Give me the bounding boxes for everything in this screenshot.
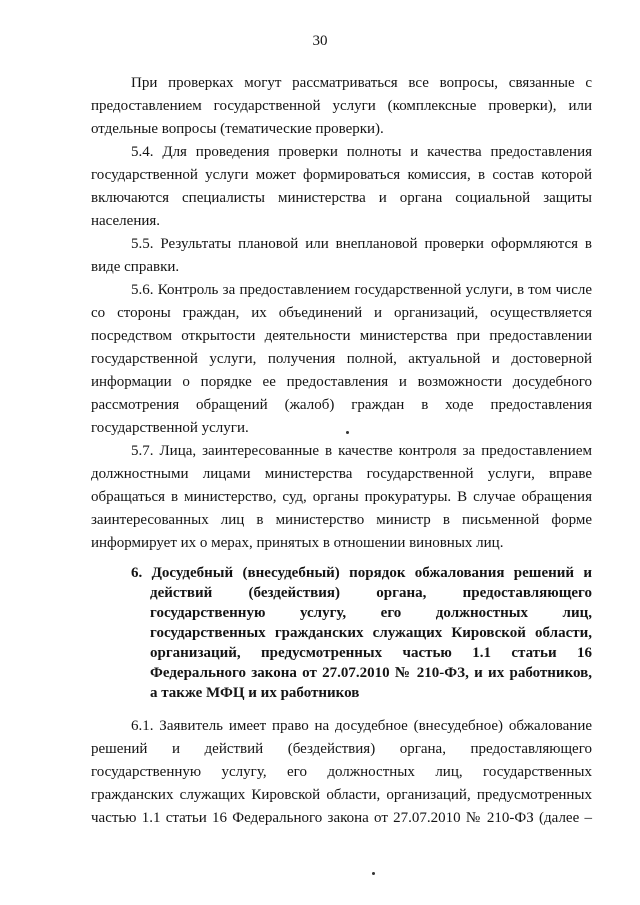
paragraph-5-4-line: включаются специалисты министерства и органа социальной защиты bbox=[91, 190, 592, 206]
section-heading-line: организаций, предусмотренных частью 1.1 статьи 16 bbox=[150, 645, 592, 661]
paragraph-5-4-line: государственной услуги может формироваться комиссия, в состав которой bbox=[91, 167, 592, 183]
page-number: 30 bbox=[312, 33, 328, 49]
paragraph-5-4-line: населения. bbox=[91, 213, 161, 229]
paragraph-6-1-line: 6.1. Заявитель имеет право на досудебное (внесудебное) обжалование bbox=[131, 718, 592, 734]
paragraph-5-4-line: 5.4. Для проведения проверки полноты и качества предоставления bbox=[131, 144, 592, 160]
scan-speck bbox=[346, 431, 349, 434]
section-heading-line: государственную услугу, его должностных лиц, bbox=[150, 605, 592, 621]
paragraph-5-6-line: информации о порядке ее предоставления и возможности досудебного bbox=[91, 374, 592, 390]
paragraph-5-6-line: рассмотрения обращений (жалоб) граждан в ходе предоставления bbox=[91, 397, 592, 413]
paragraph-6-1-line: решений и действий (бездействия) органа, предоставляющего bbox=[91, 741, 592, 757]
paragraph-6-1-line: гражданских служащих Кировской области, организаций, предусмотренных bbox=[91, 787, 592, 803]
section-heading-line: государственных гражданских служащих Кировской области, bbox=[150, 625, 592, 641]
section-heading-line: а также МФЦ и их работников bbox=[150, 685, 360, 701]
section-heading-line: Федерального закона от 27.07.2010 № 210-ФЗ, и их работников, bbox=[150, 665, 592, 681]
text-line: При проверках могут рассматриваться все вопросы, связанные с bbox=[131, 75, 592, 91]
paragraph-6-1-line: частью 1.1 статьи 16 Федерального закона от 27.07.2010 № 210-ФЗ (далее – bbox=[91, 810, 592, 826]
text-line: предоставлением государственной услуги (комплексные проверки), или bbox=[91, 98, 592, 114]
paragraph-5-5-line: 5.5. Результаты плановой или внеплановой проверки оформляются в bbox=[131, 236, 592, 252]
paragraph-5-7-line: должностными лицами министерства государственной услуги, вправе bbox=[91, 466, 592, 482]
paragraph-5-7-line: заинтересованных лиц в министерство министр в письменной форме bbox=[91, 512, 592, 528]
paragraph-5-7-line: обращаться в министерство, суд, органы прокуратуры. В случае обращения bbox=[91, 489, 592, 505]
text-line: отдельные вопросы (тематические проверки). bbox=[91, 121, 384, 137]
paragraph-5-6-line: государственной услуги. bbox=[91, 420, 249, 436]
paragraph-5-7-line: 5.7. Лица, заинтересованные в качестве контроля за предоставлением bbox=[131, 443, 592, 459]
paragraph-5-6-line: посредством открытости деятельности министерства при предоставлении bbox=[91, 328, 592, 344]
paragraph-5-5-line: виде справки. bbox=[91, 259, 180, 275]
paragraph-5-7-line: информирует их о мерах, принятых в отношении виновных лиц. bbox=[91, 535, 504, 551]
scan-speck bbox=[372, 872, 375, 875]
paragraph-5-6-line: со стороны граждан, их объединений и организаций, осуществляется bbox=[91, 305, 592, 321]
section-heading-line: действий (бездействия) органа, предоставляющего bbox=[150, 585, 592, 601]
section-heading-line: 6. Досудебный (внесудебный) порядок обжалования решений и bbox=[131, 565, 592, 581]
paragraph-6-1-line: государственную услугу, его должностных лиц, государственных bbox=[91, 764, 592, 780]
paragraph-5-6-line: государственной услуги, получения полной, актуальной и достоверной bbox=[91, 351, 592, 367]
paragraph-5-6-line: 5.6. Контроль за предоставлением государственной услуги, в том числе bbox=[131, 282, 592, 298]
